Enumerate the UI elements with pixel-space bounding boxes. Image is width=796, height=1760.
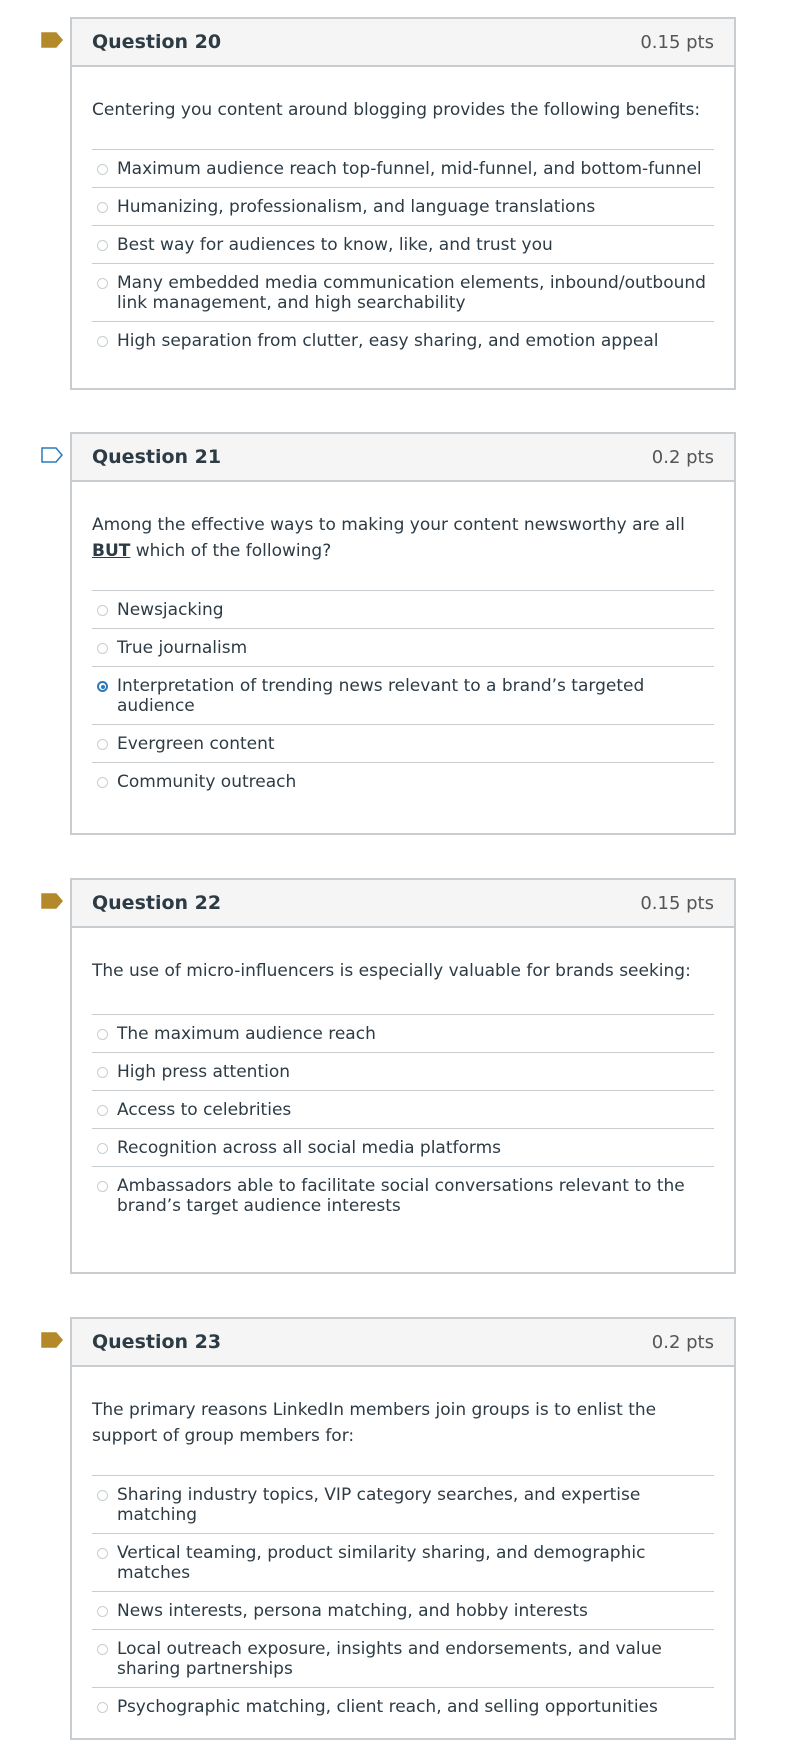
radio-button[interactable]: [97, 1702, 108, 1713]
question-20-card: [70, 17, 736, 390]
answer-option[interactable]: [92, 1630, 714, 1688]
question-text: The use of micro-influencers is especially valuable for brands seeking:: [92, 961, 691, 981]
radio-button[interactable]: [97, 278, 108, 289]
radio-button[interactable]: [97, 1029, 108, 1040]
question-header: [72, 19, 734, 67]
radio-button[interactable]: [97, 202, 108, 213]
answer-option[interactable]: [92, 725, 714, 763]
question-text-emphasis: BUT: [92, 541, 131, 561]
radio-button[interactable]: [97, 336, 108, 347]
answer-label: Humanizing, professionalism, and language translations: [117, 197, 596, 217]
answer-option[interactable]: [92, 1167, 714, 1224]
answer-list: [92, 149, 714, 359]
question-22-card: [70, 878, 736, 1274]
answer-label: High press attention: [117, 1062, 291, 1082]
answer-option[interactable]: [92, 629, 714, 667]
answer-list: [92, 590, 714, 800]
answer-label: Evergreen content: [117, 734, 275, 754]
answer-label: News interests, persona matching, and hobby interests: [117, 1601, 588, 1621]
answer-option[interactable]: [92, 763, 714, 800]
answer-option[interactable]: [92, 150, 714, 188]
answer-list: [92, 1475, 714, 1725]
answer-option[interactable]: [92, 1688, 714, 1725]
radio-button[interactable]: [97, 643, 108, 654]
answer-label: Local outreach exposure, insights and endorsements, and value sharing partnerships: [117, 1639, 662, 1679]
answer-option[interactable]: [92, 1534, 714, 1592]
answer-option[interactable]: [92, 1015, 714, 1053]
question-title: Question 21: [92, 446, 222, 468]
flag-question-23-icon[interactable]: [41, 1332, 63, 1348]
question-text-part: Among the effective ways to making your content newsworthy are all: [92, 515, 685, 535]
answer-option[interactable]: [92, 188, 714, 226]
question-23-card: [70, 1317, 736, 1740]
answer-label: Maximum audience reach top-funnel, mid-funnel, and bottom-funnel: [117, 159, 702, 179]
radio-button[interactable]: [97, 164, 108, 175]
answer-option[interactable]: [92, 1129, 714, 1167]
question-title: Question 22: [92, 892, 222, 914]
flag-question-22-icon[interactable]: [41, 893, 63, 909]
question-21-card: [70, 432, 736, 835]
answer-option[interactable]: [92, 1091, 714, 1129]
answer-label: True journalism: [117, 638, 248, 658]
flag-question-21-icon[interactable]: [41, 447, 63, 463]
answer-label: Ambassadors able to facilitate social conversations relevant to the brand’s target audience interests: [117, 1176, 685, 1216]
answer-label: High separation from clutter, easy sharing, and emotion appeal: [117, 331, 659, 351]
answer-label: Best way for audiences to know, like, and trust you: [117, 235, 553, 255]
flag-question-20-icon[interactable]: [41, 32, 63, 48]
answer-option[interactable]: [92, 667, 714, 725]
answer-option[interactable]: [92, 591, 714, 629]
answer-label: Access to celebrities: [117, 1100, 292, 1120]
question-header: [72, 880, 734, 928]
question-header: [72, 1319, 734, 1367]
radio-button[interactable]: [97, 739, 108, 750]
answer-label: Many embedded media communication elements, inbound/outbound link management, and high searchability: [117, 273, 706, 313]
answer-label: Vertical teaming, product similarity sharing, and demographic matches: [117, 1543, 646, 1583]
answer-label: Community outreach: [117, 772, 297, 792]
radio-button[interactable]: [97, 605, 108, 616]
radio-button[interactable]: [97, 1067, 108, 1078]
question-points: 0.2 pts: [651, 1331, 714, 1353]
question-text: Centering you content around blogging provides the following benefits:: [92, 100, 701, 120]
question-text: [92, 512, 714, 564]
answer-label: Sharing industry topics, VIP category searches, and expertise matching: [117, 1485, 641, 1525]
answer-option[interactable]: [92, 1476, 714, 1534]
radio-button[interactable]: [97, 240, 108, 251]
answer-label: Interpretation of trending news relevant to a brand’s targeted audience: [117, 676, 645, 716]
radio-button[interactable]: [97, 777, 108, 788]
radio-button[interactable]: [97, 1490, 108, 1501]
question-points: 0.15 pts: [640, 31, 714, 53]
answer-list: [92, 1014, 714, 1224]
question-text-part: which of the following?: [130, 541, 332, 561]
radio-button[interactable]: [97, 1548, 108, 1559]
radio-button-selected[interactable]: [97, 681, 108, 692]
radio-button[interactable]: [97, 1644, 108, 1655]
answer-label: Newsjacking: [117, 600, 224, 620]
answer-option[interactable]: [92, 1053, 714, 1091]
question-points: 0.2 pts: [651, 446, 714, 468]
answer-option[interactable]: [92, 226, 714, 264]
question-title: Question 23: [92, 1331, 222, 1353]
answer-option[interactable]: [92, 322, 714, 359]
question-text: The primary reasons LinkedIn members join groups is to enlist the support of group members for:: [92, 1400, 657, 1446]
question-header: [72, 434, 734, 482]
radio-button[interactable]: [97, 1606, 108, 1617]
radio-button[interactable]: [97, 1143, 108, 1154]
radio-button[interactable]: [97, 1105, 108, 1116]
answer-option[interactable]: [92, 264, 714, 322]
question-title: Question 20: [92, 31, 222, 53]
answer-label: Recognition across all social media platforms: [117, 1138, 501, 1158]
answer-option[interactable]: [92, 1592, 714, 1630]
radio-button[interactable]: [97, 1181, 108, 1192]
question-points: 0.15 pts: [640, 892, 714, 914]
answer-label: The maximum audience reach: [117, 1024, 376, 1044]
answer-label: Psychographic matching, client reach, and selling opportunities: [117, 1697, 658, 1717]
